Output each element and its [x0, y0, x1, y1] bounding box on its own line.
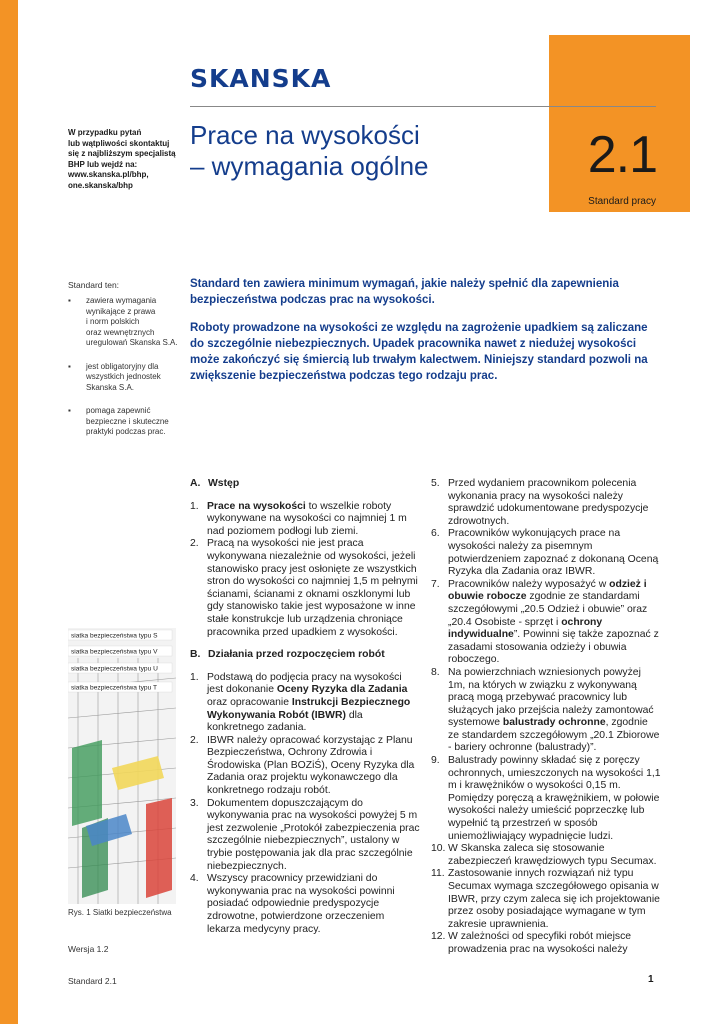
intro-paragraph: Roboty prowadzone na wysokości ze względu na zagrożenie upadkiem są zaliczane do szczególnie niebezpiecznych. Upadek pracownika nawet z niedużej wysokości może zakończyć się śmiercią lub trwałym kalectwem. Niniejszy standard pozwoli na zwiększenie bezpieczeństwa podczas tego rodzaju prac.	[190, 322, 648, 382]
sidebar-line: praktyki podczas prac.	[86, 427, 166, 436]
page-number: 1	[648, 974, 654, 985]
list-item	[431, 931, 661, 956]
section-heading	[190, 478, 420, 491]
item-bold: Oceny Ryzyka dla Zadania	[276, 684, 408, 696]
item-number: 5.	[431, 478, 440, 489]
item-text: Przed wydaniem pracownikom polecenia wykonania pracy na wysokości należy sprawdzić udokumentowane predyspozycje zdrowotnych.	[448, 478, 649, 527]
item-number: 7.	[431, 578, 440, 590]
item-number: 6.	[431, 528, 440, 540]
net-label-s: siatka bezpieczeństwa typu S	[71, 632, 158, 640]
contact-line: się z najbliższym specjalistą	[68, 149, 176, 158]
net-type-u	[72, 740, 102, 826]
item-text: to wszelkie roboty wykonywane na wysokości co najmniej 1 m nad poziomem podłogi lub ziemi.	[207, 500, 407, 537]
safety-nets-figure	[68, 628, 176, 904]
intro-paragraph: Standard ten zawiera minimum wymagań, jakie należy spełnić dla zapewnienia bezpieczeństwa podczas prac na wysokości.	[190, 278, 619, 306]
title-line: – wymagania ogólne	[190, 151, 429, 181]
net-label-t: siatka bezpieczeństwa typu T	[71, 684, 158, 692]
sidebar-list	[68, 296, 180, 451]
item-text: Balustrady powinny składać się z poręczy ochronnych, umieszczonych na wysokości 1,1 m i krawężników o wysokości 0,15 m. Pomiędzy poręczą a krawężnikiem, w połowie wysokości należy umieścić poprzeczkę lub wypełnić tą przestrzeń w sposób uniemożliwiający wypadnięcie ludzi.	[448, 755, 661, 842]
header-divider	[190, 106, 656, 107]
net-label-v: siatka bezpieczeństwa typu V	[71, 648, 158, 656]
list-item	[431, 755, 661, 843]
item-number: 12.	[431, 931, 446, 943]
item-text: Na powierzchniach wzniesionych powyżej 1m, na których w związku z wykonywaną pracą mogą przebywać pracownicy lub służących jako przejścia należy zamontować systemowe	[448, 666, 654, 729]
list-item	[431, 478, 661, 528]
item-number: 11.	[431, 868, 445, 880]
contact-line: W przypadku pytań	[68, 128, 142, 137]
standard-number: 2.1	[587, 126, 657, 184]
sidebar-line: ▪ jest obligatoryjny dla	[86, 361, 159, 371]
page-title	[190, 120, 530, 182]
sidebar-line: wynikające z prawa	[86, 306, 156, 316]
item-text: Podstawą do podjęcia pracy na wysokości jest dokonanie	[207, 671, 402, 696]
item-text: Zastosowanie innych rozwiązań niż typu Secumax wymaga szczegółowego opisania w IBWR, przy czym zaleca się ich projektowanie przez osoby posiadające wymagane w tym zakresie uprawnienia.	[448, 868, 660, 930]
item-bold: ochrony indywidualne	[448, 616, 603, 641]
item-text: , zgodnie ze standardem szczegółowym „20.1 Zbiorowe - bariery ochronne (balustrady)”.	[448, 717, 660, 754]
sidebar-line: i norm polskich	[86, 317, 140, 326]
item-text: zgodnie ze standardami szczegółowymi „20.5 Odzież i obuwie” oraz „20.4 Osobiste - sprzęt i	[448, 591, 648, 628]
contact-link[interactable]: www.skanska.pl/bhp,	[68, 170, 149, 179]
item-number: 10.	[431, 843, 446, 855]
item-bold: Prace na wysokości	[207, 500, 306, 512]
item-text: Pracą na wysokości nie jest praca wykonywana niezależnie od wysokości, jeżeli stanowisko pracy jest osłonięte ze wszystkich stron do wysokości co najmniej 1,5 m pełnymi ścianami, ścianami z oknami oszklonymi lub gdy stanowisko takie jest wyposażone w inne stałe konstrukcje lub urządzenia chroniące pracownika przed upadkiem z wysokości.	[207, 538, 418, 638]
version-label: Wersja 1.2	[68, 944, 109, 954]
figure-caption: Rys. 1 Siatki bezpieczeństwa	[68, 908, 172, 917]
contact-line: lub wątpliwości skontaktuj	[68, 138, 170, 148]
item-number: 9.	[431, 755, 440, 767]
sidebar-line: uregulowań Skanska S.A.	[86, 338, 178, 347]
section-letter: A.	[190, 478, 201, 489]
item-text: IBWR należy opracować korzystając z Planu Bezpieczeństwa, Ochrony Zdrowia i Środowiska (Plan BOZiŚ), Oceny Ryzyka dla Zadania oraz projektu wykonawczego dla konkretnego rodzaju robót.	[207, 734, 415, 797]
net-type-s	[146, 798, 172, 898]
list-item	[190, 798, 420, 874]
list-item	[431, 667, 661, 755]
item-bold: balustrady ochronne	[502, 717, 606, 729]
list-item	[190, 873, 420, 936]
contact-info	[68, 128, 180, 191]
sidebar-line: oraz wewnętrznych	[86, 327, 155, 337]
list-item	[190, 538, 420, 639]
item-number: 1.	[190, 671, 199, 683]
list-item	[431, 579, 661, 667]
section-heading	[190, 649, 420, 662]
sidebar-heading: Standard ten:	[68, 280, 120, 290]
item-number: 1.	[190, 500, 199, 512]
contact-line: BHP lub wejdź na:	[68, 159, 138, 169]
item-bold: odzież i obuwie robocze	[448, 578, 647, 603]
intro-text	[190, 276, 660, 396]
list-item	[431, 528, 661, 578]
item-number: 3.	[190, 797, 199, 809]
section-title: Wstęp	[208, 478, 240, 489]
item-number: 2.	[190, 734, 199, 746]
item-text: dla konkretnego zadania.	[207, 709, 363, 734]
net-label-u: siatka bezpieczeństwa typu U	[71, 665, 158, 673]
list-item	[190, 501, 420, 539]
item-text: Wszyscy pracownicy przewidziani do wykonywania prac na wysokości powinni posiadać odpowiednie predyspozycje zdrowotne, potwierdzone orzeczeniem lekarza medycyny pracy.	[207, 873, 395, 935]
sidebar-line: ▪ zawiera wymagania	[86, 296, 157, 305]
sidebar-item	[68, 362, 180, 394]
content-column-right	[431, 478, 661, 957]
sidebar-item	[68, 296, 180, 349]
item-text: W Skanska zaleca się stosowanie zabezpieczeń krawędziowych typu Secumax.	[448, 843, 657, 867]
item-text: Pracowników wykonujących prace na wysokości należy za pisemnym potwierdzeniem zapoznać z dokonaną Oceną Ryzyka dla Zadania oraz IBWR.	[448, 528, 659, 578]
sidebar-line: ▪ pomaga zapewnić	[86, 406, 151, 415]
list-item	[431, 843, 661, 868]
sidebar-line: Skanska S.A.	[86, 382, 135, 392]
section-title: Działania przed rozpoczęciem robót	[208, 649, 385, 661]
contact-link[interactable]: one.skanska/bhp	[68, 180, 133, 190]
list-item	[190, 735, 420, 798]
item-number: 4.	[190, 873, 199, 885]
skanska-logo: SKANSKA	[190, 64, 332, 93]
item-text: oraz opracowanie	[207, 696, 292, 708]
item-text: W zależności od specyfiki robót miejsce prowadzenia prac na wysokości należy	[448, 931, 632, 955]
section-letter: B.	[190, 649, 201, 661]
list-item	[190, 672, 420, 735]
left-accent-bar	[0, 0, 18, 1024]
item-text: Dokumentem dopuszczającym do wykonywania prac na wysokości powyżej 5 m jest zezwolenie „Protokół zabezpieczenia prac szczególnie niebezpiecznych”, ustalony w trybie postępowania jak dla prac szczególnie niebezpiecznych.	[207, 797, 420, 872]
standard-number-box	[549, 35, 690, 212]
list-item	[431, 868, 661, 931]
standard-label: Standard pracy	[588, 196, 656, 207]
item-number: 8.	[431, 666, 440, 678]
title-line: Prace na wysokości	[190, 120, 420, 150]
item-text: Pracowników należy wyposażyć w	[448, 578, 610, 590]
footer-standard: Standard 2.1	[68, 976, 117, 986]
sidebar-line: wszystkich jednostek	[86, 372, 161, 381]
sidebar-line: bezpieczne i skuteczne	[86, 416, 169, 426]
content-column-left	[190, 478, 420, 936]
item-bold: Instrukcji Bezpiecznego Wykonywania Robót (IBWR)	[207, 696, 411, 721]
sidebar-item	[68, 406, 180, 438]
item-number: 2.	[190, 538, 199, 550]
item-text: ”. Powinni się także zapoznać z zasadami stosowania odzieży i obuwia roboczego.	[448, 629, 659, 666]
